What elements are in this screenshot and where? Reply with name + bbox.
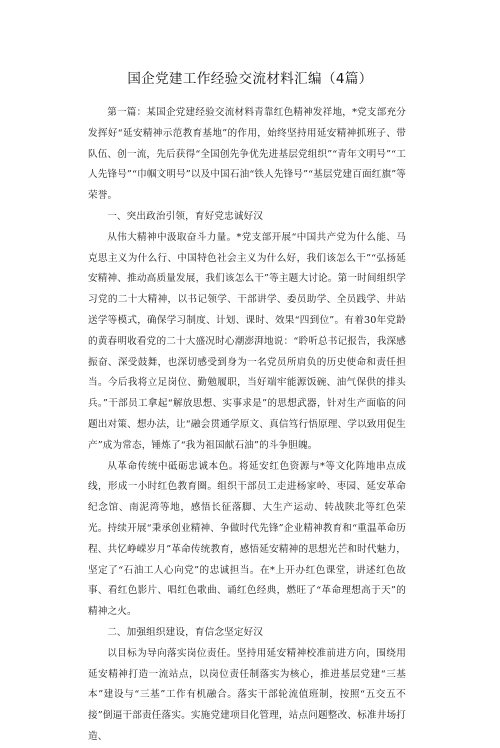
paragraph-intro: 第一篇：某国企党建经验交流材料青靠红色精神发祥地，*党支部充分发挥好“延安精神示范教育基地”的作用，始终坚持用延安精神抓班子、带队伍、创一流，先后获得“全国创先争优先进基层党组织”“青年文明号”“工人先锋号”“巾帼文明号”以及中国石油“铁人先锋号”“基层党建百面红旗”等荣誉。 <box>88 107 406 202</box>
section-heading-1: 一、突出政治引领，育好党忠诚好汉 <box>107 210 264 222</box>
paragraph-spirit: 从伟大精神中汲取奋斗力量。*党支部开展“中国共产党为什么能、马克思主义为什么行、中国特色社会主义为什么好，我们该怎么干”“弘扬延安精神、推动高质量发展，我们该怎么干”等主题大讨论。第一时间组织学习党的二十大精神，以书记领学、干部讲学、委员助学、全员践学、井站送学等模式，确保学习制度、计划、课时、效果“四到位”。有着30年党龄的黄春明收看党的二十大盛况时心潮澎湃地说：“聆听总书记报告，我深感振奋、深受鼓舞，也深切感受到身为一名党员所肩负的历史使命和责任担当。今后我将立足岗位、勤勉履职，当好端牢能源饭碗、油气保供的排头兵。”干部员工拿起“解放思想、实事求是”的思想武器，针对生产面临的问题出对策、想办法，让“融会贯通学原文、真信笃行悟原理、学以致用促生产”成为常态，锤炼了“我为祖国献石油”的斗争胆魄。 <box>88 231 406 451</box>
section-heading-2: 二、加强组织建设，育信念坚定好汉 <box>107 626 264 638</box>
document-title: 国企党建工作经验交流材料汇编（4篇） <box>127 71 373 87</box>
paragraph-responsibility: 以目标为导向落实岗位责任。坚持用延安精神校准前进方向，围绕用延安精神打造一流站点，以岗位责任制落实为核心，推进基层党建“三基本”建设与“三基”工作有机融合。落实干部轮流值班制，按照“五交五不接”倒逼干部责任落实。实施党建项目化管理，站点问题整改、标准井场打造、 <box>88 647 406 742</box>
document-body <box>88 103 406 748</box>
paragraph-tradition: 从革命传统中砥砺忠诚本色。将延安红色资源与*等文化阵地串点成线，形成一小时红色教育圈。组织干部员工走进杨家岭、枣园、延安革命纪念馆、南泥湾等地，感悟长征落脚、大生产运动、转战陕北等红色荣光。持续开展“秉承创业精神、争做时代先锋”企业精神教育和“重温革命历程、共忆峥嵘岁月”革命传统教育，感悟延安精神的思想光芒和时代魅力，坚定了“石油工人心向党”的忠诚担当。在*上开办红色课堂，讲述红色故事、看红色影片、唱红色歌曲、诵红色经典，燃旺了“革命理想高于天”的精神之火。 <box>88 460 406 618</box>
